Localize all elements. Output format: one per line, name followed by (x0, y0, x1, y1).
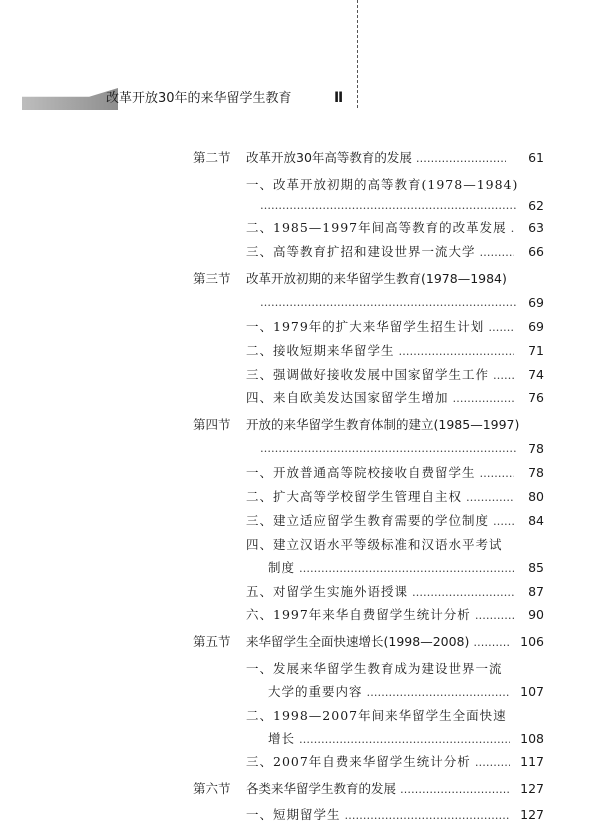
entry-title: 三、高等教育扩招和建设世界一流大学 (246, 244, 476, 259)
leader-dots (345, 807, 510, 825)
section-label: 第二节 (193, 150, 231, 165)
entry-title: 一、发展来华留学生教育成为建设世界一流 (246, 661, 503, 676)
section-label: 第六节 (193, 781, 231, 796)
leader-dots (488, 319, 514, 337)
section-title: 改革开放30年高等教育的发展 (246, 150, 412, 165)
section-title: 来华留学生全面快速增长(1998—2008) (246, 634, 470, 649)
page-number: 108 (520, 731, 544, 746)
entry-title: 三、建立适应留学生教育需要的学位制度 (246, 513, 490, 528)
entry-title-continued: 增长 (268, 731, 296, 746)
page-number: 69 (528, 295, 544, 310)
leader-dots (493, 513, 514, 531)
page-number: 127 (520, 781, 544, 796)
leader-dots (453, 390, 514, 408)
leader-dots (475, 754, 510, 772)
leader-dots (416, 150, 506, 168)
entry-title: 二、1998—2007年间来华留学生全面快速 (246, 708, 507, 723)
leader-dots (299, 560, 514, 578)
section-title: 各类来华留学生教育的发展 (246, 781, 397, 796)
entry-title: 二、扩大高等学校留学生管理自主权 (246, 489, 463, 504)
leader-dots (260, 294, 516, 312)
page-number: 66 (528, 244, 544, 259)
section-label: 第五节 (193, 634, 231, 649)
entry-title: 一、1979年的扩大来华留学生招生计划 (246, 319, 485, 334)
entry-title: 三、强调做好接收发展中国家留学生工作 (246, 367, 490, 382)
fold-line (357, 0, 358, 108)
leader-dots (399, 343, 514, 361)
entry-title: 三、2007年自费来华留学生统计分析 (246, 754, 471, 769)
leader-dots (412, 584, 514, 602)
page-number: 80 (528, 489, 544, 504)
page-number: 74 (528, 367, 544, 382)
leader-dots (260, 440, 516, 458)
entry-title: 四、建立汉语水平等级标准和汉语水平考试 (246, 537, 503, 552)
section-title: 开放的来华留学生教育体制的建立(1985—1997) (246, 417, 520, 432)
entry-title: 五、对留学生实施外语授课 (246, 584, 409, 599)
entry-title: 二、接收短期来华留学生 (246, 343, 395, 358)
leader-dots (299, 731, 510, 749)
leader-dots (473, 634, 510, 652)
entry-title: 二、1985—1997年间高等教育的改革发展 (246, 220, 507, 235)
entry-title: 四、来自欧美发达国家留学生增加 (246, 390, 449, 405)
running-header-title: 改革开放30年的来华留学生教育 (106, 91, 292, 106)
leader-dots (480, 465, 514, 483)
leader-dots (260, 197, 516, 215)
page-number: 63 (528, 220, 544, 235)
page-number: 71 (528, 343, 544, 358)
entry-title: 一、开放普通高等院校接收自费留学生 (246, 465, 476, 480)
page-number: 90 (528, 607, 544, 622)
header-decoration (22, 88, 118, 110)
leader-dots (400, 781, 510, 799)
page-number: 61 (528, 150, 544, 165)
section-label: 第四节 (193, 417, 231, 432)
page-number: 106 (520, 634, 544, 649)
page-number: 84 (528, 513, 544, 528)
page-number: 76 (528, 390, 544, 405)
page-number: 117 (520, 754, 544, 769)
entry-title-continued: 制度 (268, 560, 296, 575)
page-number: 107 (520, 684, 544, 699)
entry-title: 六、1997年来华自费留学生统计分析 (246, 607, 471, 622)
page-number: 78 (528, 465, 544, 480)
entry-title-continued: 大学的重要内容 (268, 684, 363, 699)
page-number: 85 (528, 560, 544, 575)
part-marker: Ⅱ (334, 90, 344, 106)
section-title: 改革开放初期的来华留学生教育(1978—1984) (246, 271, 507, 286)
page-number: 62 (528, 198, 544, 213)
leader-dots (475, 607, 514, 625)
page-number: 78 (528, 441, 544, 456)
leader-dots (511, 220, 514, 238)
entry-title: 一、短期留学生 (246, 807, 341, 822)
leader-dots (367, 684, 510, 702)
entry-title: 一、改革开放初期的高等教育(1978—1984) (246, 177, 519, 192)
leader-dots (480, 244, 514, 262)
section-label: 第三节 (193, 271, 231, 286)
leader-dots (493, 367, 514, 385)
leader-dots (466, 489, 514, 507)
page-number: 69 (528, 319, 544, 334)
page-number: 127 (520, 807, 544, 822)
page-number: 87 (528, 584, 544, 599)
